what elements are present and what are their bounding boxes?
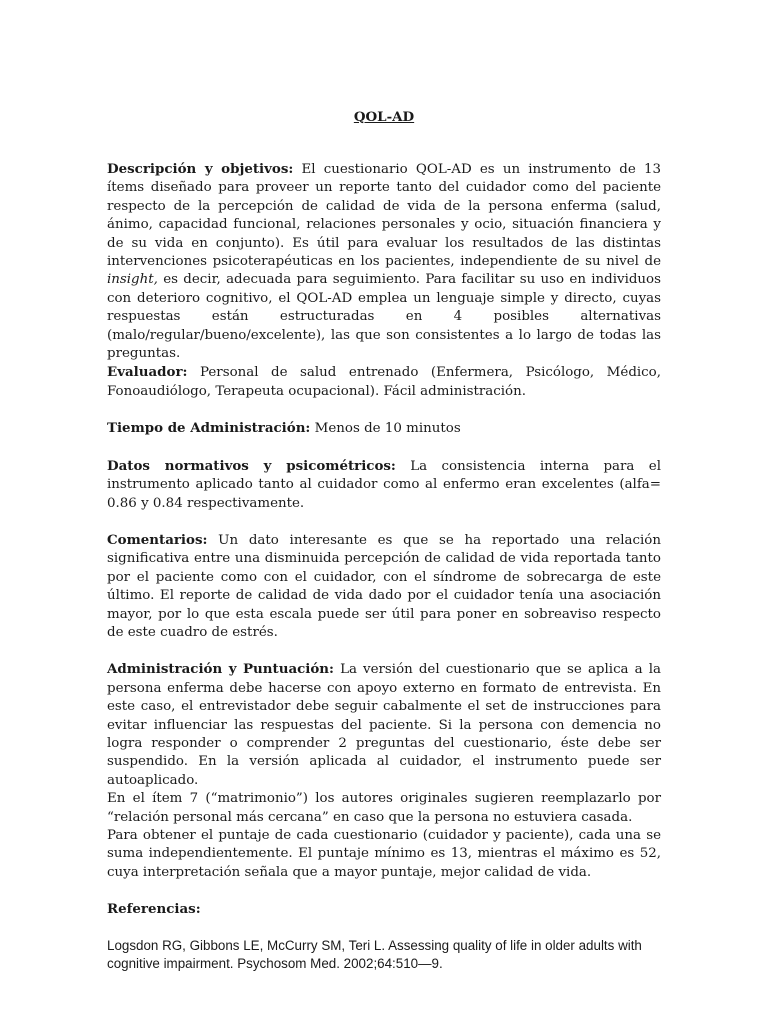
time-label: Tiempo de Administración: bbox=[107, 420, 311, 437]
evaluator-label: Evaluador: bbox=[107, 364, 188, 381]
evaluator-text: Personal de salud entrenado (Enfermera, Psicólogo, Médico, Fonoaudiólogo, Terapeuta ocupacional). Fácil administración. bbox=[107, 365, 661, 399]
administration-label: Administración y Puntuación: bbox=[107, 661, 334, 678]
normative-label: Datos normativos y psicométricos: bbox=[107, 457, 396, 474]
description-text-2: es decir, adecuada para seguimiento. Para facilitar su uso en individuos con deterioro cognitivo, el QOL-AD emplea un lenguaje simple y directo, cuyas respuestas están estructuradas en 4 posibles alternativas (malo/regular/bueno/excelente), las que son consistentes a lo largo de todas las preguntas. bbox=[107, 272, 661, 362]
comments-text: Un dato interesante es que se ha reportado una relación significativa entre una disminuida percepción de calidad de vida reportada tanto por el paciente como con el cuidador, con el síndrome de sobrecarga de este último. El reporte de calidad de vida dado por el cuidador tenía una asociación mayor, por lo que esta escala puede ser útil para poner en sobreaviso respecto de este cuadro de estrés. bbox=[107, 532, 661, 640]
description-text-1: El cuestionario QOL-AD es un instrumento de 13 ítems diseñado para proveer un reporte tanto del cuidador como del paciente respecto de la percepción de calidad de vida de la persona enferma (salud, ánimo, capacidad funcional, relaciones personales y ocio, situación financiera y de su vida en conjunto). Es útil para evaluar los resultados de las distintas intervenciones psicoterapéuticas en los pacientes, independiente de su nivel de bbox=[107, 162, 662, 270]
administration-paragraph-2: En el ítem 7 (“matrimonio”) los autores originales sugieren reemplazarlo por “relación personal más cercana” en caso que la persona no estuviera casada. bbox=[107, 791, 661, 825]
document-title: QOL-AD bbox=[353, 109, 415, 125]
document-page bbox=[107, 108, 661, 973]
normative-paragraph bbox=[107, 457, 661, 513]
comments-label: Comentarios: bbox=[107, 531, 208, 548]
administration-paragraph-3: Para obtener el puntaje de cada cuestionario (cuidador y paciente), cada una se suma independientemente. El puntaje mínimo es 13, mientras el máximo es 52, cuya interpretación señala que a mayor puntaje, mejor calidad de vida. bbox=[107, 828, 661, 880]
evaluator-paragraph bbox=[107, 363, 661, 401]
references-heading: Referencias: bbox=[107, 901, 201, 918]
reference-item: Logsdon RG, Gibbons LE, McCurry SM, Teri L. Assessing quality of life in older adults with cognitive impairment. Psychosom Med. 2002;64:510—9. bbox=[107, 937, 642, 972]
time-paragraph bbox=[107, 419, 661, 438]
comments-paragraph bbox=[107, 531, 661, 642]
administration-text: La versión del cuestionario que se aplica a la persona enferma debe hacerse con apoyo externo en formato de entrevista. En este caso, el entrevistador debe seguir cabalmente el set de instrucciones para evitar influenciar las respuestas del paciente. Si la persona con demencia no logra responder o comprender 2 preguntas del cuestionario, éste debe ser suspendido. En la versión aplicada al cuidador, el instrumento puede ser autoaplicado. bbox=[107, 662, 661, 788]
description-paragraph bbox=[107, 160, 661, 363]
description-italic-term: insight, bbox=[107, 272, 158, 288]
time-text: Menos de 10 minutos bbox=[310, 421, 461, 437]
description-label: Descripción y objetivos: bbox=[107, 161, 294, 177]
administration-paragraph bbox=[107, 660, 661, 790]
normative-text: La consistencia interna para el instrumento aplicado tanto al cuidador como al enfermo eran excelentes (alfa= 0.86 y 0.84 respectivamente. bbox=[107, 458, 661, 511]
